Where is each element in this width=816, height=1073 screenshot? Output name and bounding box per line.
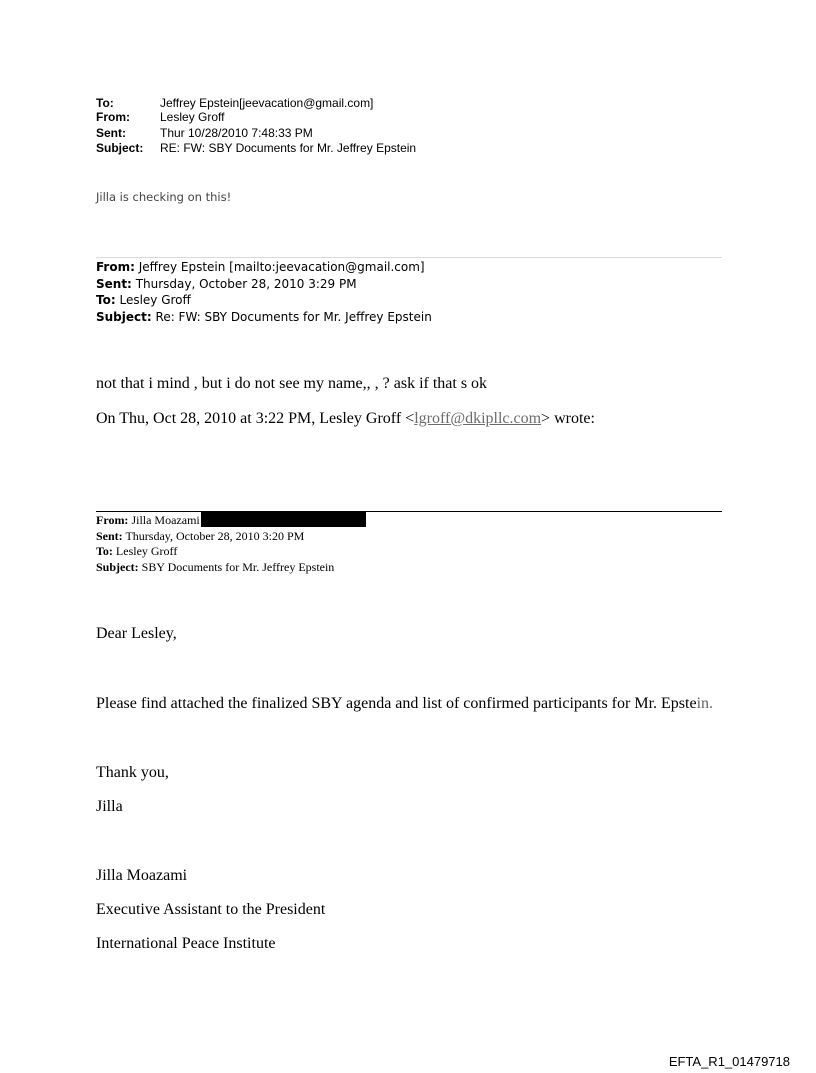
- quote-line: [96, 410, 595, 428]
- separator-rule: [96, 257, 722, 258]
- signature-title: Executive Assistant to the President: [96, 901, 326, 918]
- reply-note: Jilla is checking on this!: [96, 190, 232, 204]
- orig-subject-label: Subject:: [96, 559, 139, 574]
- body-paragraph-tail: in.: [696, 695, 714, 712]
- sent-value: Thur 10/28/2010 7:48:33 PM: [160, 126, 313, 140]
- closing: Thank you,: [96, 764, 169, 781]
- document-id-footer: EFTA_R1_01479718: [668, 1054, 790, 1069]
- to-label: To:: [96, 96, 114, 110]
- forwarded-email-header: [96, 259, 432, 325]
- orig-to-value: Lesley Groff: [115, 544, 178, 558]
- quote-email-link[interactable]: lgroff@dkipllc.com: [414, 410, 542, 427]
- orig-sent-value: Thursday, October 28, 2010 3:20 PM: [125, 528, 305, 543]
- subject-label: Subject:: [96, 141, 144, 155]
- original-email-header: [96, 512, 366, 575]
- quote-suffix: > wrote:: [541, 410, 595, 427]
- orig-to-label: To:: [96, 544, 113, 558]
- fwd-subject-value: Re: FW: SBY Documents for Mr. Jeffrey Epstein: [155, 309, 432, 324]
- greeting: Dear Lesley,: [96, 625, 177, 642]
- signature-org: International Peace Institute: [96, 935, 276, 952]
- fwd-from-value: Jeffrey Epstein [mailto:jeevacation@gmail.com]: [138, 260, 425, 274]
- fwd-to-value: Lesley Groff: [119, 293, 191, 307]
- to-value: Jeffrey Epstein[jeevacation@gmail.com]: [160, 96, 374, 110]
- from-label: From:: [96, 110, 130, 124]
- orig-sent-label: Sent:: [96, 528, 123, 543]
- outer-email-header: [96, 97, 516, 157]
- from-value: Lesley Groff: [160, 110, 225, 124]
- fwd-subject-label: Subject:: [96, 309, 152, 324]
- orig-from-label: From:: [96, 513, 129, 527]
- fwd-sent-label: Sent:: [96, 276, 132, 291]
- fwd-to-label: To:: [96, 293, 116, 307]
- body-paragraph-main: Please find attached the finalized SBY agenda and list of confirmed participants for Mr. Epste: [96, 695, 697, 712]
- subject-value: RE: FW: SBY Documents for Mr. Jeffrey Epstein: [160, 141, 417, 155]
- sent-label: Sent:: [96, 126, 126, 140]
- fwd-sent-value: Thursday, October 28, 2010 3:29 PM: [135, 276, 357, 291]
- epstein-message: not that i mind , but i do not see my name,, , ? ask if that s ok: [96, 375, 488, 392]
- fwd-from-label: From:: [96, 260, 135, 274]
- redaction-block: [201, 512, 366, 527]
- orig-from-value: Jilla Moazami: [131, 513, 200, 527]
- body-paragraph: [96, 695, 713, 713]
- orig-subject-value: SBY Documents for Mr. Jeffrey Epstein: [141, 559, 335, 574]
- signature-name: Jilla Moazami: [96, 867, 188, 884]
- signoff: Jilla: [96, 798, 123, 815]
- quote-prefix: On Thu, Oct 28, 2010 at 3:22 PM, Lesley Groff <: [96, 410, 415, 427]
